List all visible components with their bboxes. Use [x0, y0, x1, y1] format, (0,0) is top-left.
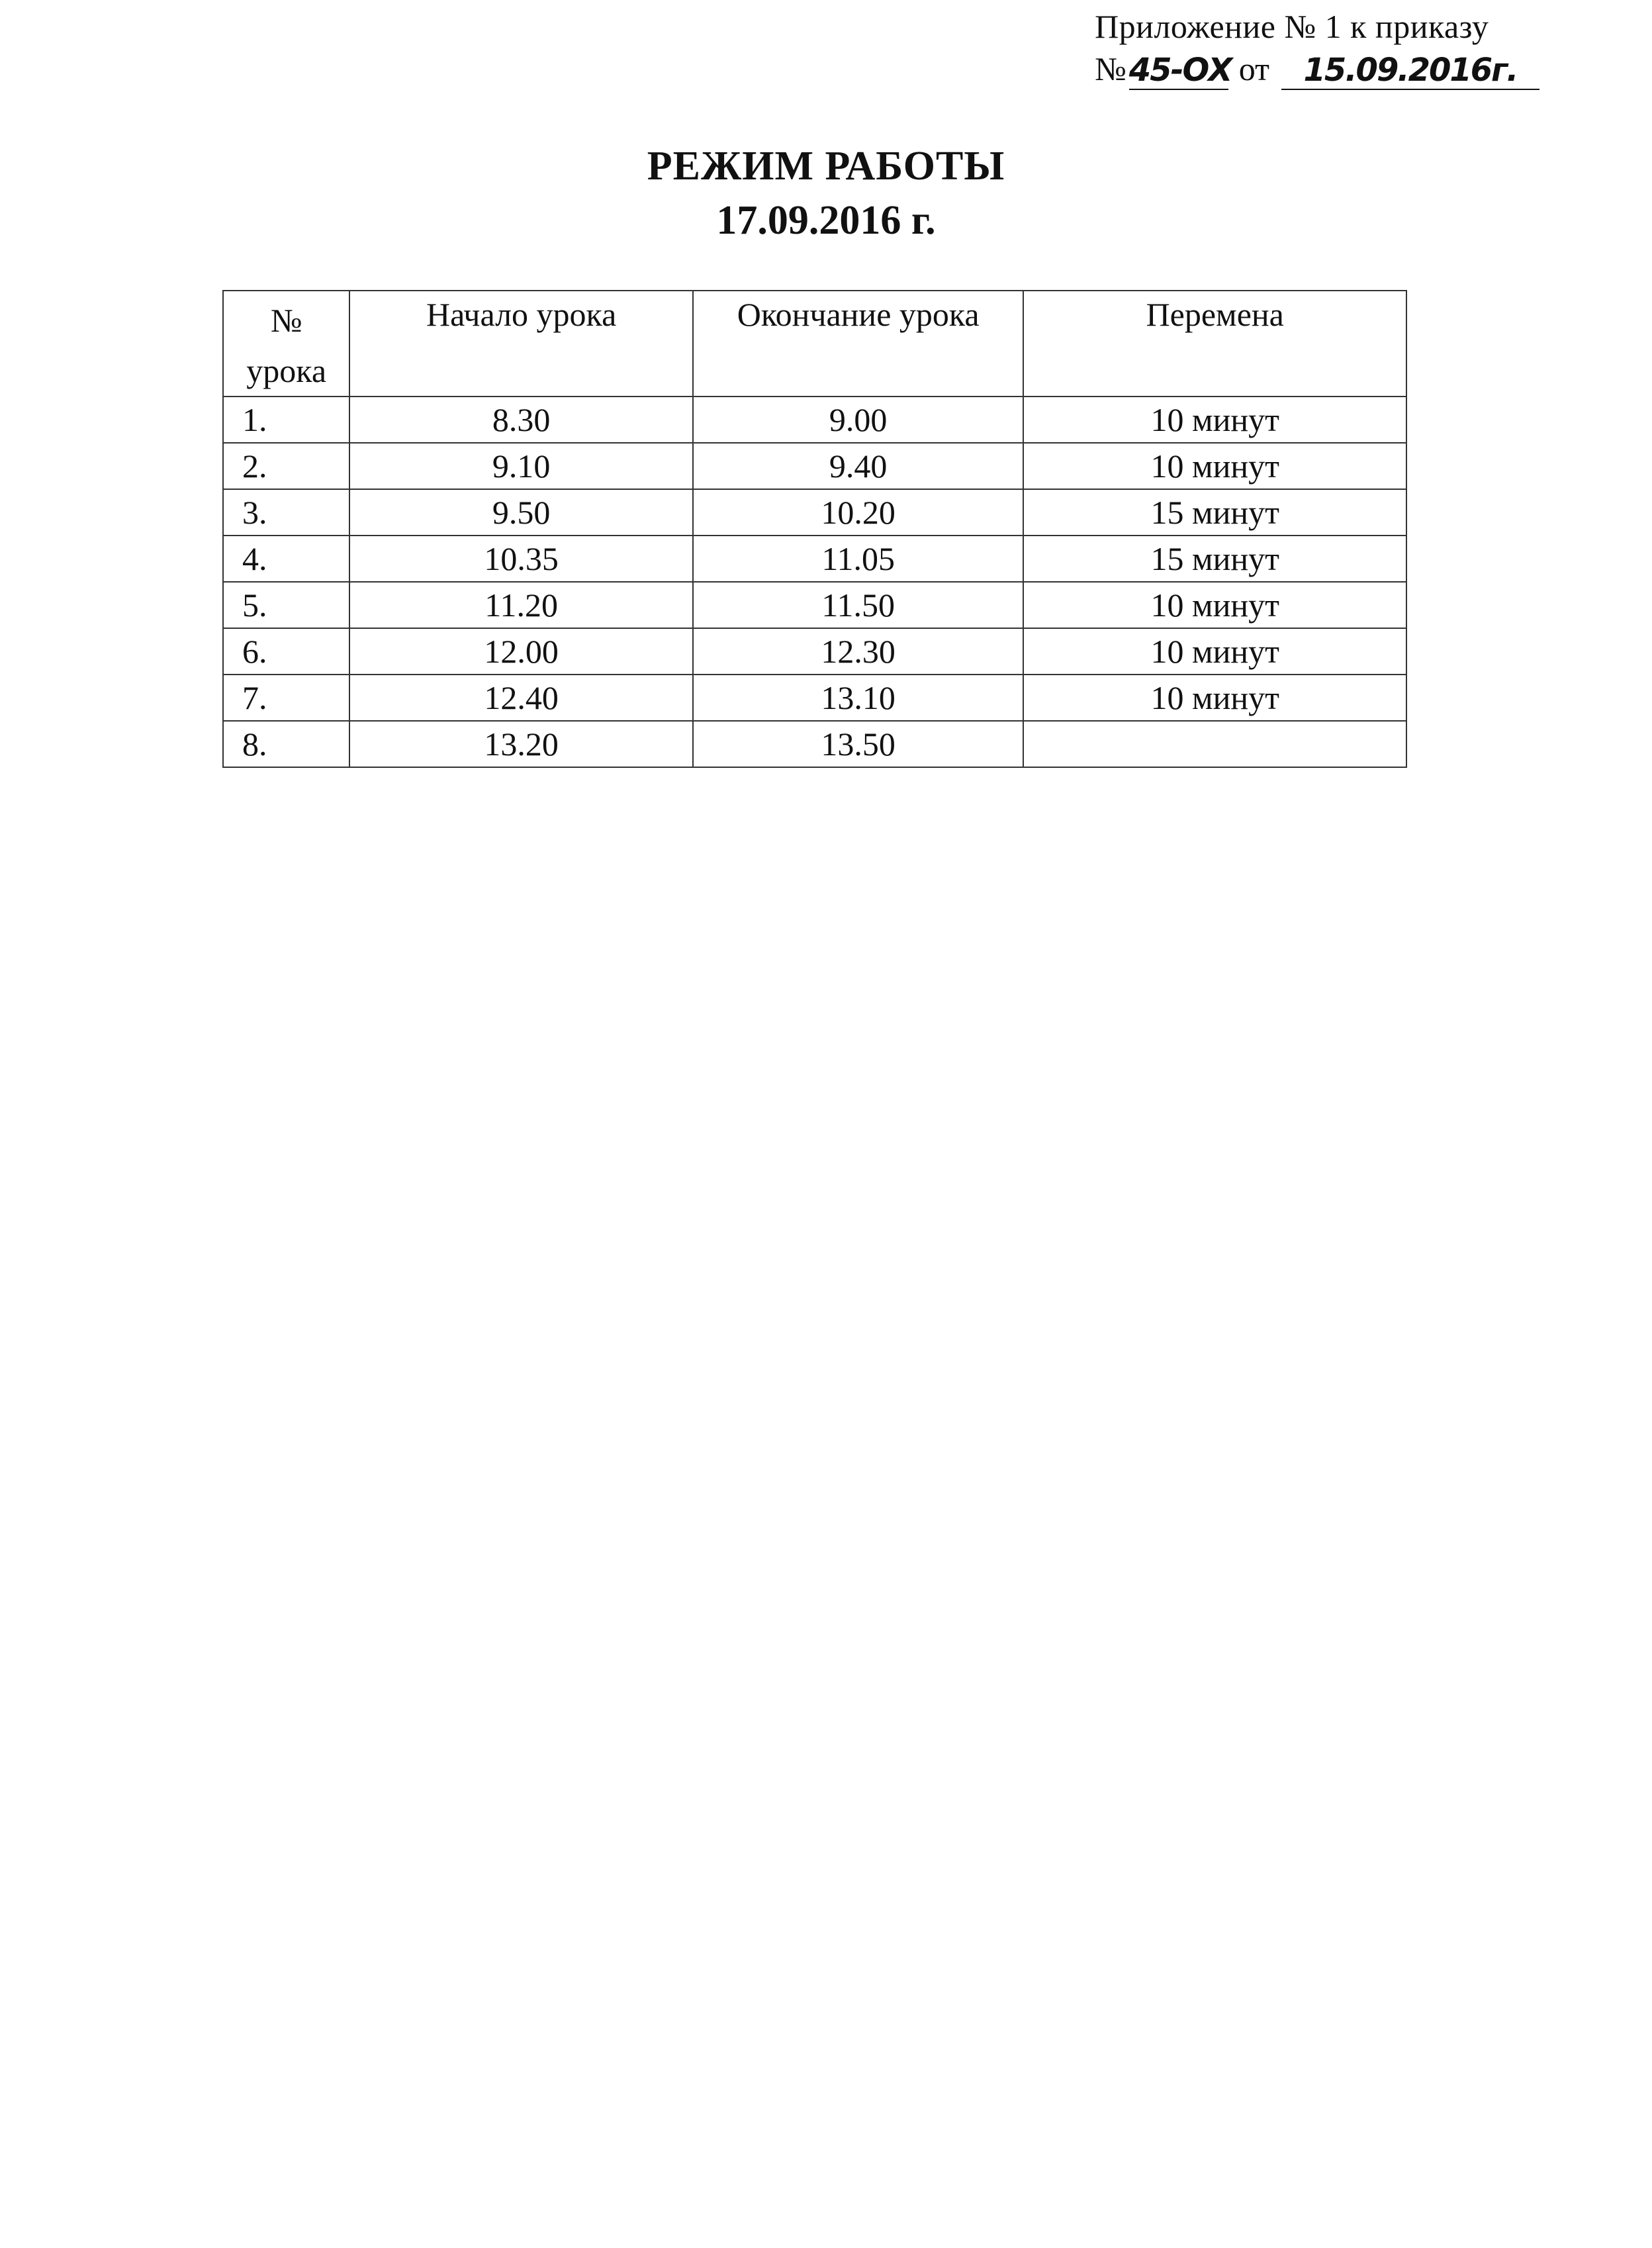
- table-row: [223, 536, 1406, 582]
- lesson-end: 9.40: [693, 443, 1024, 489]
- number-sign: №: [1095, 50, 1126, 87]
- table-row: [223, 675, 1406, 721]
- lesson-number: 8.: [223, 721, 349, 767]
- order-number: 45-ОХ: [1128, 52, 1232, 89]
- lesson-end: 11.50: [693, 582, 1024, 628]
- appendix-header: [1095, 5, 1539, 90]
- lesson-end: 13.50: [693, 721, 1024, 767]
- lesson-number: 1.: [223, 397, 349, 443]
- lesson-break: 10 минут: [1023, 443, 1406, 489]
- appendix-title: Приложение № 1 к приказу: [1095, 8, 1489, 45]
- lesson-break: 10 минут: [1023, 582, 1406, 628]
- lesson-start: 8.30: [349, 397, 693, 443]
- table-row: [223, 443, 1406, 489]
- lesson-break: 10 минут: [1023, 675, 1406, 721]
- document-title: [0, 139, 1652, 248]
- order-date: 15.09.2016г.: [1281, 52, 1539, 90]
- header-lesson-number: [223, 291, 349, 397]
- lesson-break: 10 минут: [1023, 397, 1406, 443]
- lesson-start: 12.00: [349, 628, 693, 675]
- lesson-number: 2.: [223, 443, 349, 489]
- lesson-start: 13.20: [349, 721, 693, 767]
- lesson-end: 9.00: [693, 397, 1024, 443]
- lesson-number: 6.: [223, 628, 349, 675]
- lesson-end: 11.05: [693, 536, 1024, 582]
- lesson-start: 9.10: [349, 443, 693, 489]
- lesson-start: 12.40: [349, 675, 693, 721]
- lesson-end: 10.20: [693, 489, 1024, 536]
- table-row: [223, 721, 1406, 767]
- lesson-number: 3.: [223, 489, 349, 536]
- header-end: Окончание урока: [693, 291, 1024, 397]
- table-row: [223, 628, 1406, 675]
- lesson-end: 13.10: [693, 675, 1024, 721]
- title-date: 17.09.2016 г.: [716, 198, 936, 243]
- table-row: [223, 582, 1406, 628]
- lesson-number: 5.: [223, 582, 349, 628]
- header-start: Начало урока: [349, 291, 693, 397]
- header-break: Перемена: [1023, 291, 1406, 397]
- lesson-break: 15 минут: [1023, 536, 1406, 582]
- lesson-start: 11.20: [349, 582, 693, 628]
- lesson-number: 7.: [223, 675, 349, 721]
- table-header-row: [223, 291, 1406, 397]
- from-label: от: [1238, 50, 1269, 87]
- header-lesson-word: урока: [246, 352, 327, 389]
- order-reference: [1095, 48, 1539, 90]
- lesson-start: 9.50: [349, 489, 693, 536]
- lesson-number: 4.: [223, 536, 349, 582]
- lesson-break: 15 минут: [1023, 489, 1406, 536]
- table-row: [223, 489, 1406, 536]
- lesson-break: 10 минут: [1023, 628, 1406, 675]
- lesson-end: 12.30: [693, 628, 1024, 675]
- header-number-sign: №: [270, 302, 302, 339]
- schedule-table: [222, 290, 1407, 768]
- table-row: [223, 397, 1406, 443]
- lesson-start: 10.35: [349, 536, 693, 582]
- lesson-break: [1023, 721, 1406, 767]
- title-main: РЕЖИМ РАБОТЫ: [647, 144, 1005, 189]
